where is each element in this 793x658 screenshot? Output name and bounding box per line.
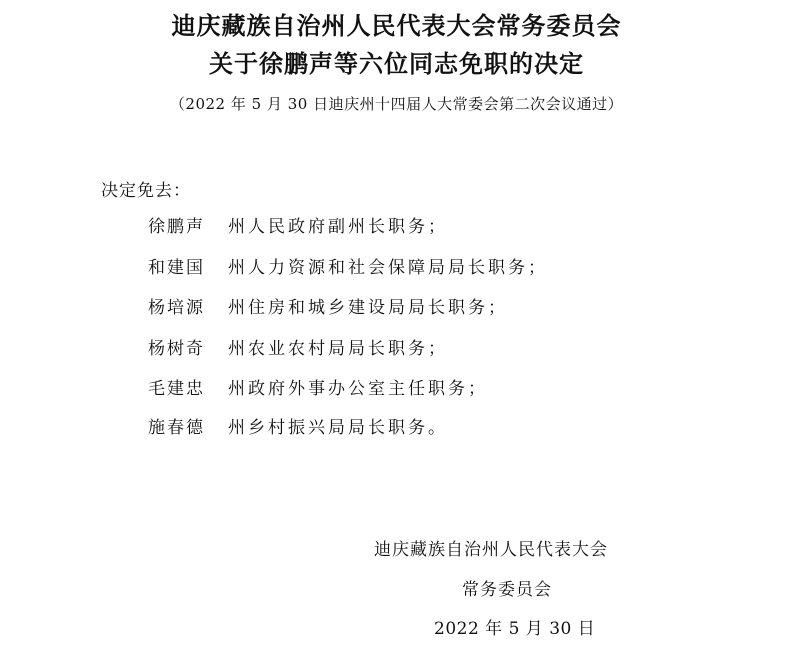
removal-entry: [148, 253, 548, 277]
entry-name: 和建国: [148, 258, 205, 278]
document-title-line2: 关于徐鹏声等六位同志免职的决定: [209, 49, 584, 78]
entry-name: 徐鹏声: [148, 217, 205, 237]
entry-duty: 州农业农村局局长职务；: [228, 339, 448, 359]
entry-name: 杨培源: [148, 298, 205, 318]
removal-entry: [148, 334, 448, 358]
decision-label: 决定免去：: [101, 181, 191, 201]
signature-committee: 常务委员会: [462, 580, 552, 600]
document-title-line1: 迪庆藏族自治州人民代表大会常务委员会: [171, 11, 622, 40]
removal-entry: [148, 293, 508, 317]
entry-duty: 州住房和城乡建设局局长职务；: [228, 298, 508, 318]
removal-entry: [148, 413, 448, 437]
entry-name: 杨树奇: [148, 339, 205, 359]
document-subtitle: （2022 年 5 月 30 日迪庆州十四届人大常委会第二次会议通过）: [169, 95, 624, 113]
removal-entry: [148, 374, 488, 398]
removal-entry: [148, 212, 448, 236]
entry-name: 施春德: [148, 418, 205, 438]
entry-duty: 州政府外事办公室主任职务；: [228, 379, 488, 399]
signature-org: 迪庆藏族自治州人民代表大会: [374, 540, 608, 560]
signature-date: 2022 年 5 月 30 日: [434, 619, 596, 639]
entry-name: 毛建忠: [148, 379, 205, 399]
entry-duty: 州人力资源和社会保障局局长职务；: [228, 258, 548, 278]
entry-duty: 州乡村振兴局局长职务。: [228, 418, 448, 438]
entry-duty: 州人民政府副州长职务；: [228, 217, 448, 237]
